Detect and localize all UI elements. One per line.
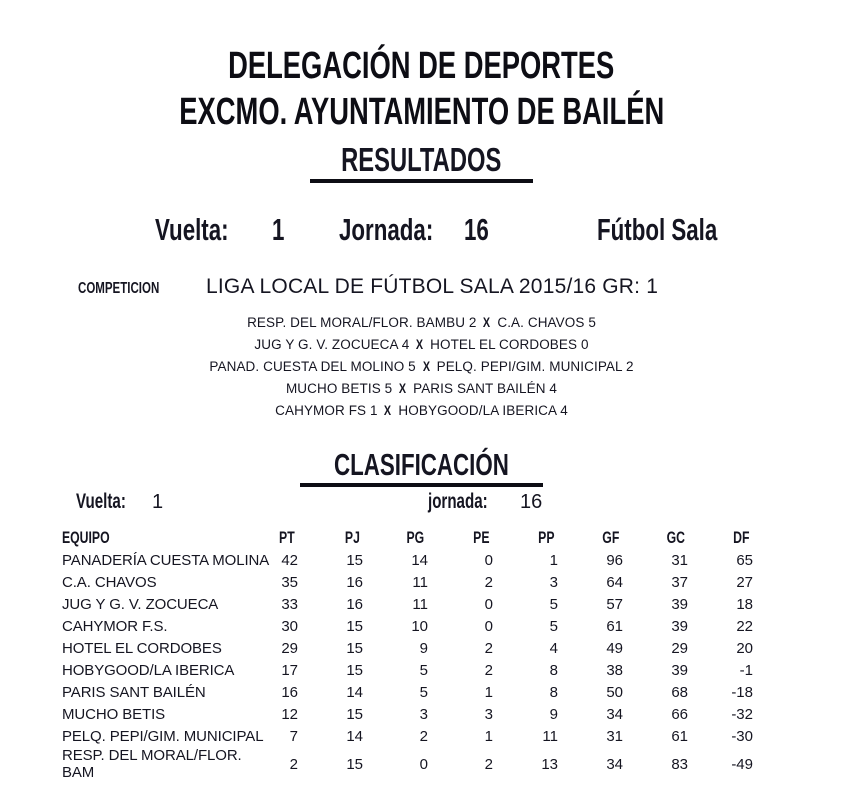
- standings-cell-gc: 39: [671, 661, 688, 679]
- standings-col-header-df: [688, 527, 753, 549]
- standings-cell-pp: 1: [549, 551, 558, 569]
- standings-row: [62, 549, 753, 571]
- standings-cell-pe: 1: [484, 727, 493, 745]
- header-line-1-text: DELEGACIÓN DE DEPORTES: [228, 45, 615, 87]
- standings-cell-pp: 13: [541, 755, 558, 773]
- match-result-row: [0, 378, 843, 400]
- standings-row: [62, 637, 753, 659]
- standings-cell-pt: 29: [281, 639, 298, 657]
- modality-label: Fútbol Sala: [597, 212, 718, 247]
- standings-col-header-pj: [298, 527, 363, 549]
- match-home-team: PANAD. CUESTA DEL MOLINO 5: [209, 359, 420, 374]
- competition-row: [0, 275, 843, 301]
- standings-cell-pe: 1: [484, 683, 493, 701]
- match-home-team: CAHYMOR FS 1: [275, 403, 382, 418]
- standings-cell-gc: 61: [671, 727, 688, 745]
- standings-cell-pt: 2: [289, 755, 298, 773]
- standings-cell-pp: 8: [549, 661, 558, 679]
- match-result-row: [0, 312, 843, 334]
- standings-cell-gf: 50: [606, 683, 623, 701]
- standings-vuelta-label: Vuelta:: [76, 490, 126, 513]
- standings-row: [62, 747, 753, 781]
- standings-cell-pt: 7: [289, 727, 298, 745]
- standings-cell-pt: 35: [281, 573, 298, 591]
- competition-label: COMPETICION: [78, 280, 160, 297]
- standings-col-header-text: PE: [473, 528, 490, 547]
- standings-cell-pj: 14: [346, 683, 363, 701]
- standings-cell-pg: 11: [412, 573, 428, 591]
- standings-cell-gc: 68: [671, 683, 688, 701]
- standings-cell-pp: 4: [549, 639, 558, 657]
- standings-row: [62, 725, 753, 747]
- match-separator: X: [483, 315, 491, 330]
- match-meta-row: [0, 211, 843, 251]
- match-away-team: PELQ. PEPI/GIM. MUNICIPAL 2: [432, 359, 634, 374]
- standings-cell-pt: 17: [281, 661, 298, 679]
- standings-cell-df: 22: [736, 617, 753, 635]
- standings-row: [62, 571, 753, 593]
- standings-jornada-label: jornada:: [428, 490, 488, 513]
- standings-row: [62, 681, 753, 703]
- standings-cell-df: 65: [736, 551, 753, 569]
- standings-col-header-text: DF: [733, 528, 750, 547]
- standings-cell-pt: 33: [281, 595, 298, 613]
- standings-col-header-pt: [274, 527, 298, 549]
- standings-cell-df: -30: [731, 727, 753, 745]
- jornada-value: 16: [464, 212, 489, 247]
- standings-cell-team: RESP. DEL MORAL/FLOR. BAM: [62, 747, 242, 781]
- standings-cell-pg: 0: [419, 755, 428, 773]
- standings-row: [62, 593, 753, 615]
- standings-cell-gf: 96: [606, 551, 623, 569]
- standings-cell-gf: 49: [606, 639, 623, 657]
- standings-cell-pj: 15: [346, 661, 363, 679]
- standings-cell-pe: 2: [484, 755, 493, 773]
- standings-cell-team: C.A. CHAVOS: [62, 573, 157, 591]
- results-section-heading: [0, 142, 843, 183]
- standings-table-wrapper: [0, 527, 843, 781]
- standings-cell-gf: 57: [606, 595, 623, 613]
- match-separator: X: [422, 359, 430, 374]
- match-results-list: [0, 312, 843, 422]
- standings-col-header-text: EQUIPO: [62, 528, 110, 547]
- standings-cell-pj: 15: [346, 551, 363, 569]
- match-away-team: HOBYGOOD/LA IBERICA 4: [394, 403, 568, 418]
- match-result-row: [0, 334, 843, 356]
- standings-cell-team: HOTEL EL CORDOBES: [62, 639, 222, 657]
- standings-cell-df: 27: [736, 573, 753, 591]
- standings-col-header-text: GF: [602, 528, 620, 547]
- standings-cell-gc: 66: [671, 705, 688, 723]
- competition-value: LIGA LOCAL DE FÚTBOL SALA 2015/16 GR: 1: [206, 275, 659, 298]
- vuelta-label: Vuelta:: [155, 212, 229, 247]
- standings-cell-df: 20: [736, 639, 753, 657]
- match-home-team: MUCHO BETIS 5: [285, 381, 397, 396]
- standings-cell-pt: 12: [281, 705, 298, 723]
- match-home-team: RESP. DEL MORAL/FLOR. BAMBU 2: [247, 315, 481, 330]
- standings-cell-gf: 34: [606, 705, 623, 723]
- results-heading-text: RESULTADOS: [341, 141, 502, 178]
- standings-col-header-gc: [623, 527, 688, 549]
- standings-cell-pg: 3: [419, 705, 428, 723]
- header-line-2: [0, 90, 843, 134]
- standings-cell-df: -18: [731, 683, 753, 701]
- standings-cell-pe: 2: [484, 639, 493, 657]
- match-result-row: [0, 400, 843, 422]
- standings-cell-pe: 2: [484, 661, 493, 679]
- standings-row: [62, 615, 753, 637]
- standings-cell-pe: 3: [484, 705, 493, 723]
- standings-cell-pg: 10: [411, 617, 428, 635]
- standings-cell-gf: 61: [606, 617, 623, 635]
- standings-cell-gf: 34: [606, 755, 623, 773]
- standings-cell-gf: 31: [606, 727, 623, 745]
- match-result-row: [0, 356, 843, 378]
- standings-header-row: [62, 527, 753, 549]
- standings-cell-pg: 11: [412, 595, 428, 613]
- match-away-team: C.A. CHAVOS 5: [493, 315, 596, 330]
- standings-cell-pg: 2: [419, 727, 428, 745]
- standings-meta-row: [0, 487, 843, 515]
- match-away-team: PARIS SANT BAILÉN 4: [409, 381, 558, 396]
- standings-cell-pt: 30: [281, 617, 298, 635]
- standings-col-header-text: GC: [666, 528, 685, 547]
- standings-cell-pp: 8: [549, 683, 558, 701]
- standings-cell-pp: 5: [549, 595, 558, 613]
- standings-cell-pe: 0: [484, 617, 493, 635]
- standings-cell-gc: 31: [671, 551, 688, 569]
- standings-cell-gc: 29: [671, 639, 688, 657]
- standings-cell-pp: 5: [549, 617, 558, 635]
- standings-cell-gc: 83: [671, 755, 688, 773]
- standings-cell-pj: 15: [346, 639, 363, 657]
- standings-col-header-pp: [493, 527, 558, 549]
- standings-cell-gf: 64: [606, 573, 623, 591]
- standings-row: [62, 703, 753, 725]
- match-home-team: JUG Y G. V. ZOCUECA 4: [254, 337, 414, 352]
- standings-cell-pj: 15: [346, 617, 363, 635]
- standings-cell-pt: 16: [281, 683, 298, 701]
- standings-cell-df: -49: [731, 755, 753, 773]
- standings-cell-team: PELQ. PEPI/GIM. MUNICIPAL: [62, 727, 264, 745]
- standings-cell-gc: 39: [671, 617, 688, 635]
- standings-col-header-pe: [428, 527, 493, 549]
- standings-cell-df: -1: [739, 661, 753, 679]
- match-separator: X: [399, 381, 407, 396]
- match-away-team: HOTEL EL CORDOBES 0: [426, 337, 589, 352]
- standings-cell-pg: 5: [419, 683, 428, 701]
- standings-cell-pt: 42: [281, 551, 298, 569]
- standings-section-heading: [0, 448, 843, 487]
- standings-cell-team: CAHYMOR F.S.: [62, 617, 168, 635]
- standings-cell-pp: 11: [542, 727, 558, 745]
- standings-col-header-text: PP: [538, 528, 555, 547]
- standings-cell-team: MUCHO BETIS: [62, 705, 166, 723]
- vuelta-value: 1: [272, 212, 285, 247]
- document-header: [0, 44, 843, 134]
- standings-cell-pj: 16: [346, 595, 363, 613]
- standings-cell-pe: 0: [484, 595, 493, 613]
- header-line-1: [0, 44, 843, 88]
- standings-col-header-text: PJ: [345, 528, 361, 547]
- standings-heading-underline: [300, 448, 543, 487]
- standings-cell-pe: 2: [484, 573, 493, 591]
- standings-cell-pp: 3: [549, 573, 558, 591]
- standings-cell-team: PANADERÍA CUESTA MOLINA: [62, 551, 270, 569]
- standings-cell-pp: 9: [549, 705, 558, 723]
- results-heading-underline: [310, 142, 532, 183]
- standings-cell-pj: 15: [346, 755, 363, 773]
- standings-cell-gc: 37: [671, 573, 688, 591]
- standings-heading-text: CLASIFICACIÓN: [334, 447, 509, 482]
- standings-cell-team: HOBYGOOD/LA IBERICA: [62, 661, 235, 679]
- standings-cell-pg: 5: [419, 661, 428, 679]
- standings-cell-pe: 0: [484, 551, 493, 569]
- standings-vuelta-value: 1: [152, 491, 164, 513]
- standings-cell-pj: 16: [346, 573, 363, 591]
- standings-cell-gf: 38: [606, 661, 623, 679]
- standings-cell-pj: 14: [346, 727, 363, 745]
- standings-cell-df: -32: [731, 705, 753, 723]
- standings-cell-pj: 15: [346, 705, 363, 723]
- standings-col-header-pg: [363, 527, 428, 549]
- standings-cell-team: JUG Y G. V. ZOCUECA: [62, 595, 219, 613]
- standings-cell-pg: 9: [419, 639, 428, 657]
- standings-col-header-gf: [558, 527, 623, 549]
- standings-table: [62, 527, 753, 781]
- match-separator: X: [416, 337, 424, 352]
- standings-cell-df: 18: [736, 595, 753, 613]
- jornada-label: Jornada:: [339, 212, 434, 247]
- header-line-2-text: EXCMO. AYUNTAMIENTO DE BAILÉN: [179, 91, 664, 133]
- standings-col-header-text: PT: [279, 528, 295, 547]
- standings-jornada-value: 16: [520, 491, 543, 513]
- standings-cell-pg: 14: [411, 551, 428, 569]
- standings-cell-team: PARIS SANT BAILÉN: [62, 683, 206, 701]
- standings-row: [62, 659, 753, 681]
- standings-col-header-team: [62, 527, 274, 549]
- match-separator: X: [384, 403, 392, 418]
- standings-col-header-text: PG: [406, 528, 425, 547]
- standings-cell-gc: 39: [671, 595, 688, 613]
